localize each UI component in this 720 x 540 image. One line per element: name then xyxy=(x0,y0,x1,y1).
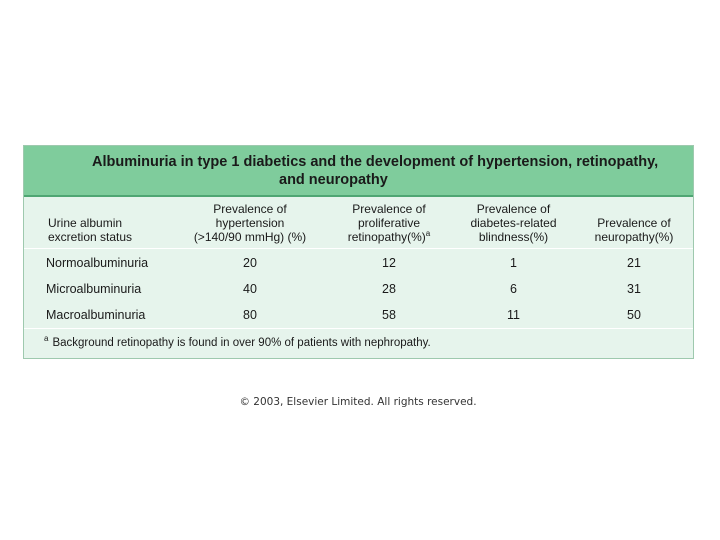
header-line xyxy=(329,230,449,244)
header-blindness xyxy=(456,202,571,244)
header-proliferative-retinopathy xyxy=(329,202,449,244)
header-line: Prevalence of xyxy=(213,202,287,216)
table-title-line-2: and neuropathy xyxy=(279,172,388,188)
header-line: Prevalence of xyxy=(597,216,671,230)
cell-status: Normoalbuminuria xyxy=(46,256,149,270)
header-line: diabetes-related xyxy=(470,216,557,230)
header-line: Prevalence of xyxy=(352,202,426,216)
header-line: (>140/90 mmHg) (%) xyxy=(193,230,307,244)
table-footnote xyxy=(24,328,693,358)
table-row xyxy=(24,302,693,328)
header-line: proliferative xyxy=(357,216,421,230)
header-line-text: retinopathy(%) xyxy=(347,230,426,244)
cell-hypertension: 40 xyxy=(243,282,257,296)
cell-retinopathy: 28 xyxy=(382,282,396,296)
table-title xyxy=(24,146,693,197)
cell-status: Microalbuminuria xyxy=(46,282,142,296)
header-neuropathy xyxy=(584,216,684,244)
albuminuria-table xyxy=(23,145,694,359)
cell-retinopathy: 12 xyxy=(382,256,396,270)
table-header-row xyxy=(24,197,693,249)
header-urine-albumin-status xyxy=(48,216,132,244)
header-line: hypertension xyxy=(215,216,285,230)
header-line: excretion status xyxy=(48,230,133,244)
cell-neuropathy: 21 xyxy=(627,256,641,270)
header-line: neuropathy(%) xyxy=(594,230,674,244)
cell-blindness: 6 xyxy=(510,282,517,296)
cell-blindness: 11 xyxy=(507,308,520,322)
copyright-notice: © 2003, Elsevier Limited. All rights reserved. xyxy=(239,396,477,408)
cell-hypertension: 20 xyxy=(243,256,257,270)
table-title-line-1: Albuminuria in type 1 diabetics and the development of hypertension, retinopathy, xyxy=(92,154,659,170)
cell-neuropathy: 50 xyxy=(627,308,641,322)
footnote-mark: a xyxy=(44,334,49,344)
header-line: Urine albumin xyxy=(48,216,123,230)
footnote-text: Background retinopathy is found in over 90% of patients with nephropathy. xyxy=(52,337,431,349)
cell-retinopathy: 58 xyxy=(382,308,396,322)
cell-neuropathy: 31 xyxy=(627,282,641,296)
cell-blindness: 1 xyxy=(510,256,517,270)
cell-status: Macroalbuminuria xyxy=(46,308,146,322)
footnote-reference: a xyxy=(425,229,431,238)
table-body xyxy=(24,250,693,328)
table-row xyxy=(24,250,693,276)
header-line: Prevalence of xyxy=(476,202,551,216)
header-hypertension xyxy=(186,202,314,244)
table-row xyxy=(24,276,693,302)
header-line: blindness(%) xyxy=(478,230,549,244)
cell-hypertension: 80 xyxy=(243,308,257,322)
